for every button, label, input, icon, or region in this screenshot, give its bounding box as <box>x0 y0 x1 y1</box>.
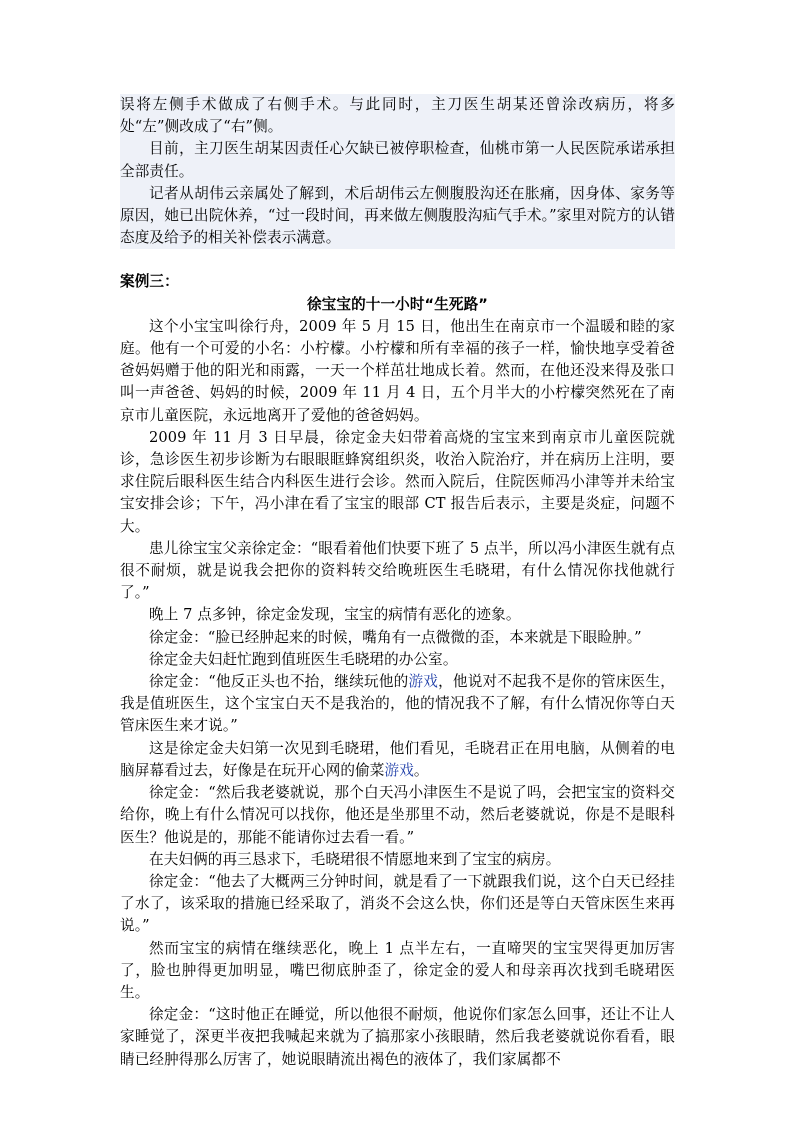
paragraph: 然而宝宝的病情在继续恶化，晚上 1 点半左右，一直啼哭的宝宝哭得更加厉害了，脸也肿得更加明显，嘴巴彻底肿歪了，徐定金的爱人和母亲再次找到毛晓珺医生。 <box>120 939 675 1001</box>
document-body <box>120 94 675 1071</box>
paragraph: 徐定金：“然后我老婆就说，那个白天冯小津医生不是说了吗，会把宝宝的资料交给你，晚上有什么情况可以找你，他还是坐那里不动，然后老婆就说，你是不是眼科医生？他说是的，那能不能请你过去看一看。” <box>120 784 675 846</box>
paragraph-text: ，他说对不起我不是你的管床医生，我是值班医生，这个宝宝白天不是我治的，他的情况我不了解，有什么情况你等白天管床医生来才说。” <box>120 673 676 735</box>
paragraph: 误将左侧手术做成了右侧手术。与此同时，主刀医生胡某还曾涂改病历，将多处“左”侧改成了“右”侧。 <box>120 96 675 136</box>
paragraph: 徐定金夫妇赶忙跑到值班医生毛晓珺的办公室。 <box>149 650 458 668</box>
paragraph-text: 。 <box>413 761 429 779</box>
paragraph: 晚上 7 点多钟，徐定金发现，宝宝的病情有恶化的迹象。 <box>149 606 521 624</box>
case-title: 徐宝宝的十一小时“生死路” <box>306 295 488 313</box>
paragraph: 在夫妇俩的再三恳求下，毛晓珺很不情愿地来到了宝宝的病房。 <box>149 850 561 868</box>
paragraph: 记者从胡伟云亲属处了解到，术后胡伟云左侧腹股沟还在胀痛，因身体、家务等原因，她已出院休养，“过一段时间，再来做左侧腹股沟疝气手术。”家里对院方的认错态度及给予的相关补偿表示满意。 <box>120 184 675 247</box>
game-link[interactable]: 游戏 <box>408 673 439 691</box>
paragraph: 徐定金：“这时他正在睡觉，所以他很不耐烦，他说你们家怎么回事，还让不让人家睡觉了，深更半夜把我喊起来就为了搞那家小孩眼睛，然后我老婆就说你看看，眼睛已经肿得那么厉害了，她说眼睛流出褐色的液体了，我们家属都不 <box>120 1006 675 1068</box>
blank-line <box>120 249 675 271</box>
paragraph <box>120 671 675 738</box>
paragraph-text: 徐定金：“他反正头也不抬，继续玩他的 <box>149 673 409 691</box>
highlighted-section <box>120 94 675 249</box>
paragraph <box>120 738 675 782</box>
paragraph: 目前，主刀医生胡某因责任心欠缺已被停职检查，仙桃市第一人民医院承诺承担全部责任。 <box>120 140 675 180</box>
paragraph-text: 这是徐定金夫妇第一次见到毛晓珺，他们看见，毛晓君正在用电脑，从侧着的电脑屏幕看过去，好像是在玩开心网的偷菜 <box>120 739 675 779</box>
case-label: 案例三： <box>120 273 179 291</box>
paragraph: 2009 年 11 月 3 日早晨，徐定金夫妇带着高烧的宝宝来到南京市儿童医院就诊，急诊医生初步诊断为右眼眼眶蜂窝组织炎，收治入院治疗，并在病历上注明，要求住院后眼科医生结合内科医生进行会诊。然而入院后，住院医师冯小津等并未给宝宝安排会诊；下午，冯小津在看了宝宝的眼部 CT 报告后表示，主要是炎症，问题不大。 <box>120 428 675 535</box>
paragraph: 患儿徐宝宝父亲徐定金：“眼看着他们快要下班了 5 点半，所以冯小津医生就有点很不耐烦，就是说我会把你的资料转交给晚班医生毛晓珺，有什么情况你找他就行了。” <box>120 539 676 602</box>
paragraph: 这个小宝宝叫徐行舟，2009 年 5 月 15 日，他出生在南京市一个温暖和睦的家庭。他有一个可爱的小名：小柠檬。小柠檬和所有幸福的孩子一样，愉快地享受着爸爸妈妈赠于他的阳光和雨露，一天一个样茁壮地成长着。然而，在他还没来得及张口叫一声爸爸、妈妈的时候，2009 年 11 月 4 日，五个月半大的小柠檬突然死在了南京市儿童医院，永远地离开了爱他的爸爸妈妈。 <box>120 317 675 424</box>
paragraph: 徐定金：“他去了大概两三分钟时间，就是看了一下就跟我们说，这个白天已经挂了水了，该采取的措施已经采取了，消炎不会这么快，你们还是等白天管床医生来再说。” <box>120 872 675 935</box>
paragraph: 徐定金：“脸已经肿起来的时候，嘴角有一点微微的歪，本来就是下眼睑肿。” <box>149 628 642 646</box>
game-link[interactable]: 游戏 <box>384 761 414 779</box>
